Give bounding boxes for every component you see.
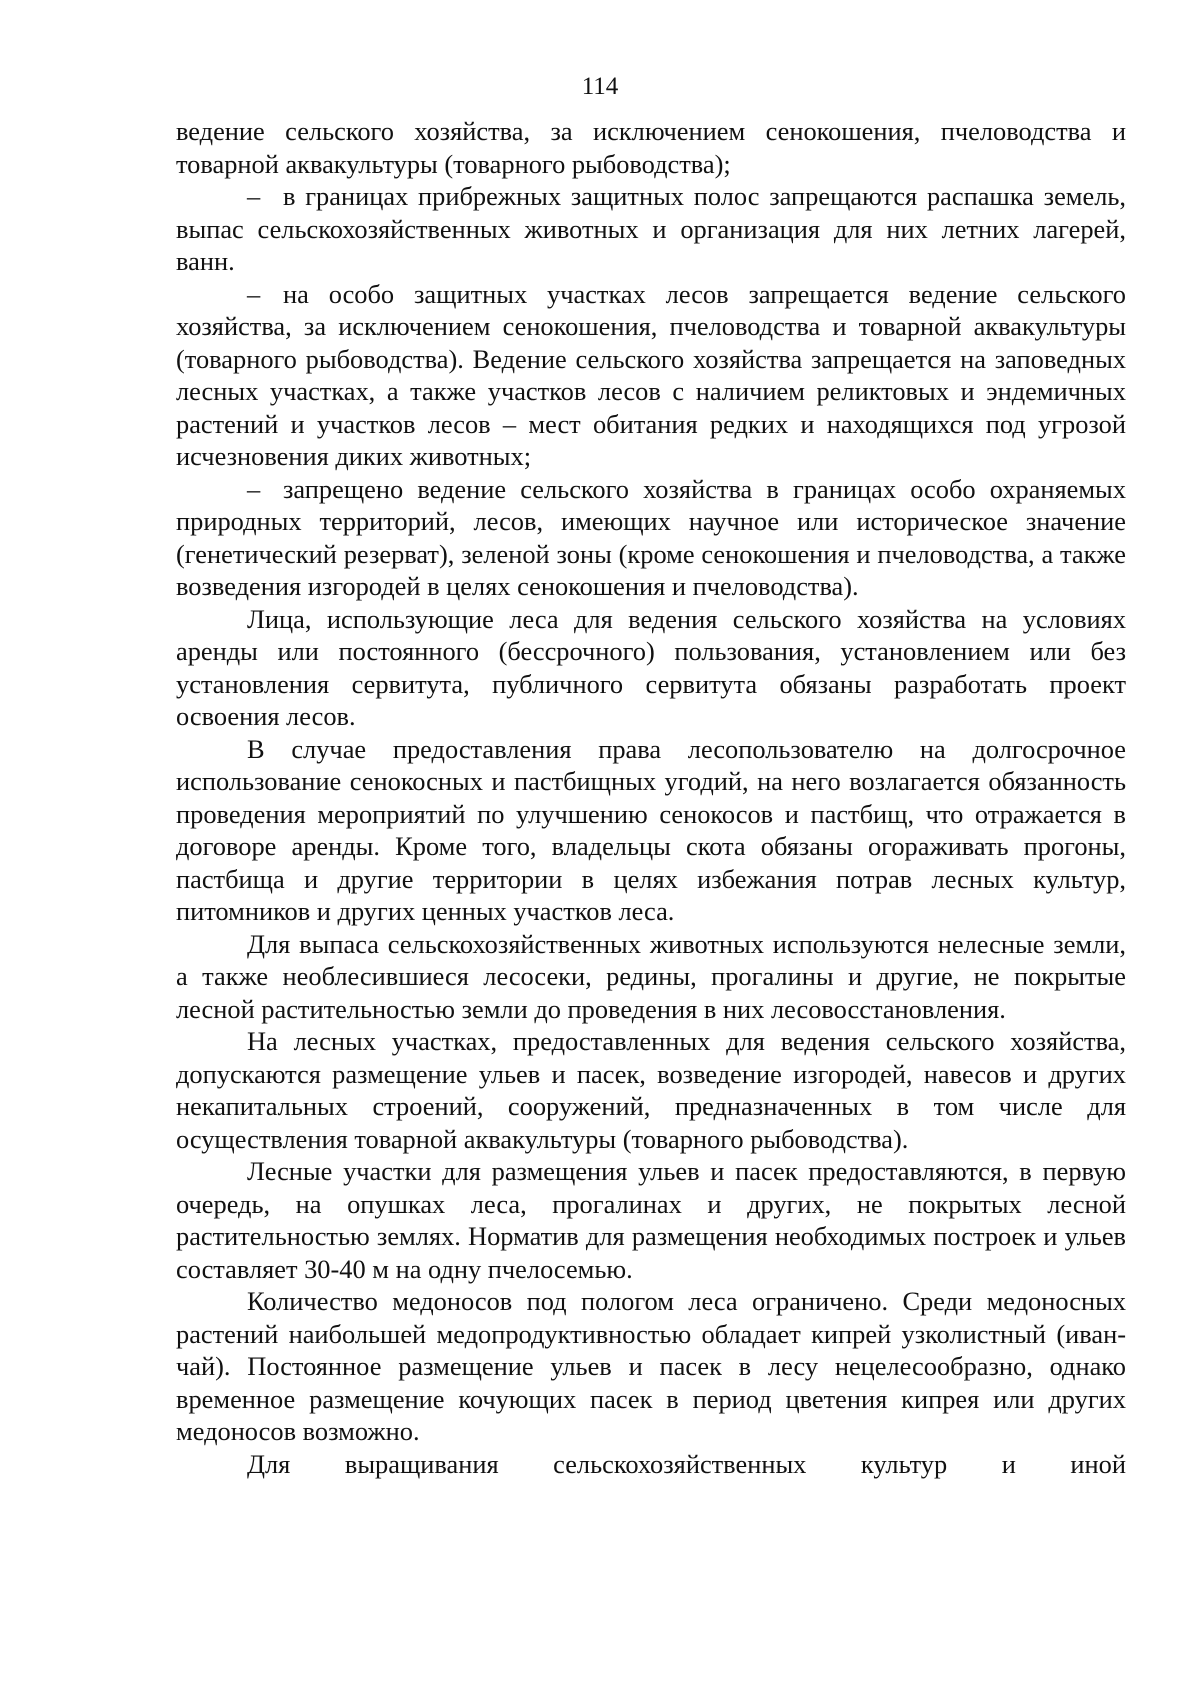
paragraph-development-project: Лица, использующие леса для ведения сельского хозяйства на условиях аренды или постоянного (бессрочного) пользования, установлением или без установления сервитута, публичного сервитута обязаны разработать проект освоения лесов. (176, 603, 1126, 731)
paragraph-crops-tail: Для выращивания сельскохозяйственных культур и иной (247, 1448, 1126, 1479)
list-item-protected-territories (176, 473, 1126, 603)
paragraph-grazing-lands: Для выпаса сельскохозяйственных животных используются нелесные земли, а также необлесившиеся лесосеки, редины, прогалины и другие, не покрытые лесной растительностью земли до проведения в них лесовосстановления. (176, 928, 1126, 1024)
list-dash-marker: – (247, 278, 261, 309)
document-body (176, 115, 1126, 1480)
list-dash-marker: – (247, 181, 261, 211)
list-item-coastal-strips (176, 180, 1126, 278)
list-item-protective-forest (176, 278, 1126, 473)
list-item-text: в границах прибрежных защитных полос запрещаются распашка земель, выпас сельскохозяйственных животных и организация для них летних лагерей, ванн. (176, 181, 1126, 276)
paragraph-honey-plants: Количество медоносов под пологом леса ограничено. Среди медоносных растений наибольшей медопродуктивностью обладает кипрей узколистный (иван-чай). Постоянное размещение ульев и пасек в лесу нецелесообразно, однако временное размещение кочующих пасек в период цветения кипрея или других медоносов возможно. (176, 1286, 1126, 1446)
page-number: 114 (581, 73, 619, 100)
paragraph-hives-placement: На лесных участках, предоставленных для ведения сельского хозяйства, допускаются размещение ульев и пасек, возведение изгородей, навесов и других некапитальных строений, сооружений, предназначенных в том числе для осуществления товарной аквакультуры (товарного рыбоводства). (176, 1026, 1126, 1154)
paragraph-continuation: ведение сельского хозяйства, за исключением сенокошения, пчеловодства и товарной аквакультуры (товарного рыбоводства); (176, 116, 1126, 179)
paragraph-long-term-use: В случае предоставления права лесопользователю на долгосрочное использование сенокосных и пастбищных угодий, на него возлагается обязанность проведения мероприятий по улучшению сенокосов и пастбищ, что отражается в договоре аренды. Кроме того, владельцы скота обязаны огораживать прогоны, пастбища и другие территории в целях избежания потрав лесных культур, питомников и других ценных участков леса. (176, 733, 1126, 926)
list-dash-marker: – (247, 473, 261, 504)
list-item-text: на особо защитных участках лесов запрещается ведение сельского хозяйства, за исключением сенокошения, пчеловодства и товарной аквакультуры (товарного рыбоводства). Ведение сельского хозяйства запрещается на заповедных лесных участках, а также участков лесов с наличием реликтовых и эндемичных растений и участков лесов – мест обитания редких и находящихся под угрозой исчезновения диких животных; (176, 278, 1126, 471)
paragraph-hive-plots: Лесные участки для размещения ульев и пасек предоставляются, в первую очередь, на опушках леса, прогалинах и других, не покрытых лесной растительностью землях. Норматив для размещения необходимых построек и ульев составляет 30-40 м на одну пчелосемью. (176, 1156, 1126, 1284)
list-item-text: запрещено ведение сельского хозяйства в границах особо охраняемых природных территорий, лесов, имеющих научное или историческое значение (генетический резерват), зеленой зоны (кроме сенокошения и пчеловодства, а также возведения изгородей в целях сенокошения и пчеловодства). (176, 473, 1126, 601)
